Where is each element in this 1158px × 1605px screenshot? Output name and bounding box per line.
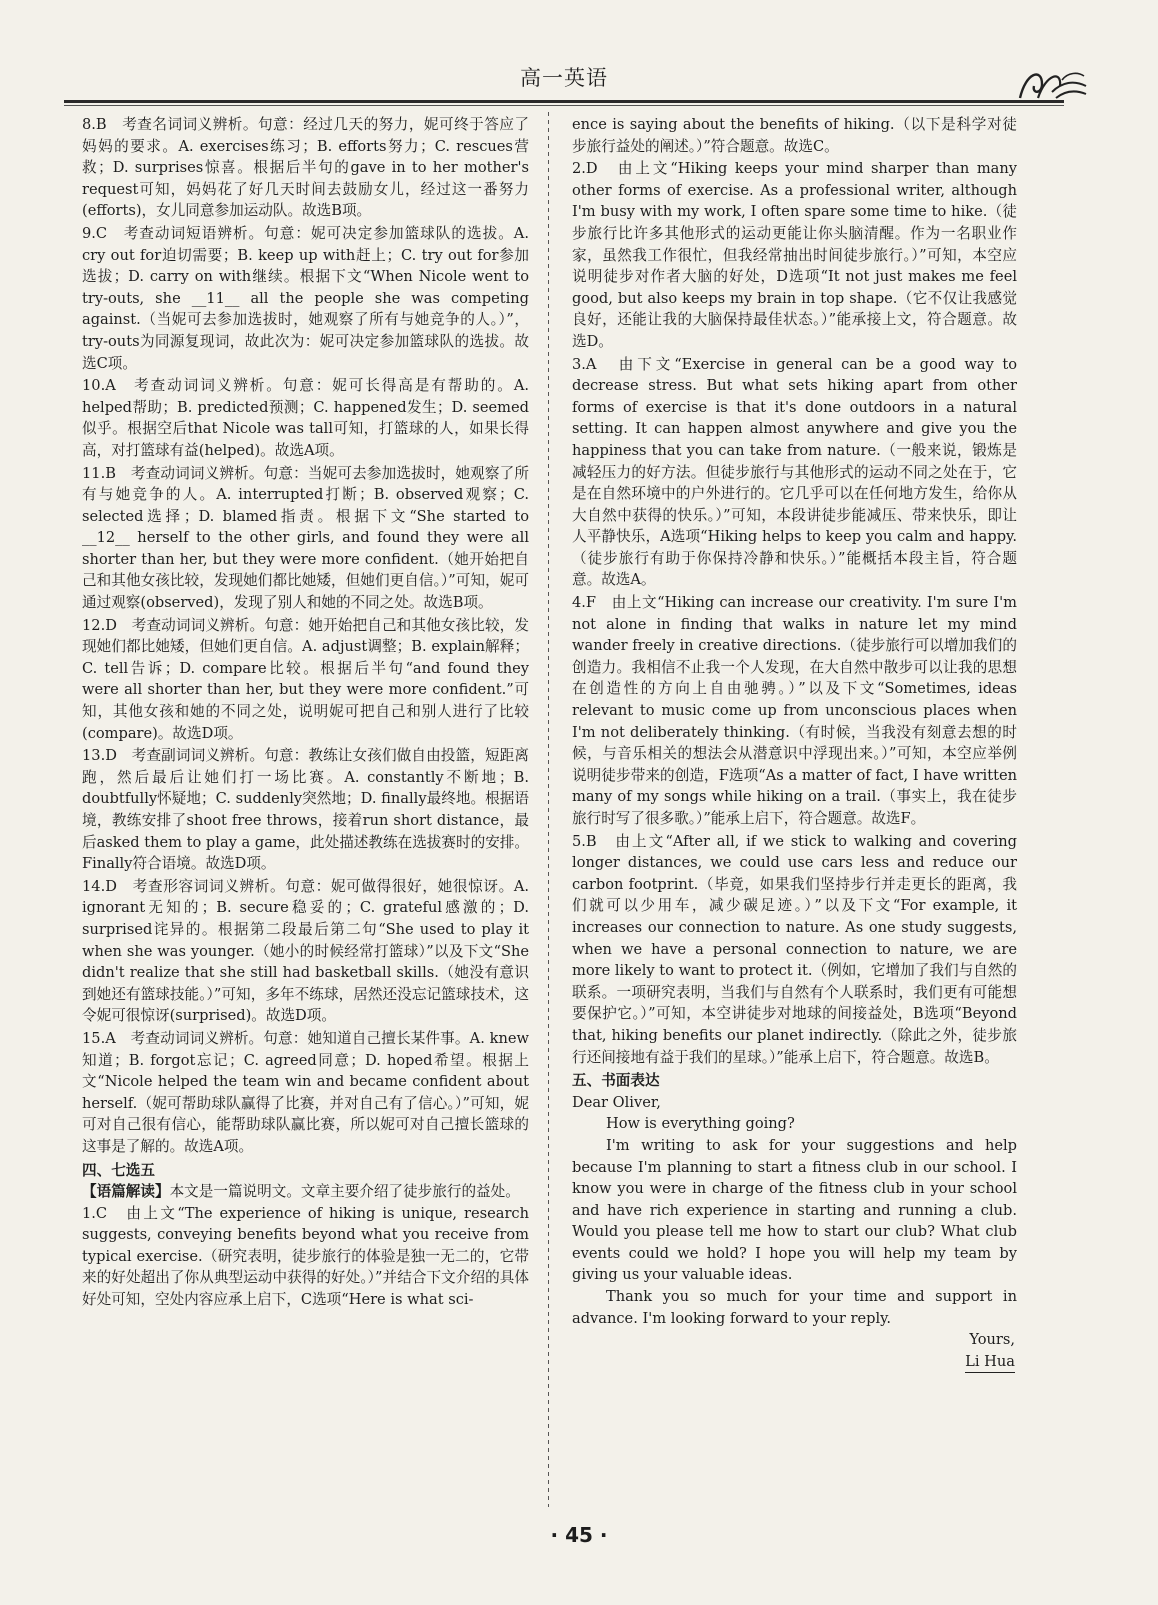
header-rule <box>64 100 1064 103</box>
answer-item-8: 8.B 考查名词词义辨析。句意：经过几天的努力，妮可终于答应了妈妈的要求。A. exercises练习；B. efforts努力；C. rescues营救；D. surprises惊喜。根据后半句的gave in to her mother's request可知，妈妈花了好几天时间去鼓励女儿，经过这一番努力(efforts)，女儿同意参加运动队。故选B项。 <box>82 116 529 220</box>
letter-paragraph-1: How is everything going? <box>606 1115 795 1133</box>
page-header <box>64 58 1064 108</box>
analysis-text: 本文是一篇说明文。文章主要介绍了徒步旅行的益处。 <box>169 1183 520 1201</box>
letter-paragraph-2: I'm writing to ask for your suggestions and help because I'm planning to start a fitness club in our school. I know you were in charge of the fitness club in your school and have rich experience in starting and running a club. Would you please tell me how to start our club? What club events could we hold? I hope you will help my team by giving us your valuable ideas. <box>572 1136 1017 1284</box>
letter-closing: Yours, <box>969 1331 1015 1349</box>
answer-item-13: 13.D 考查副词词义辨析。句意：教练让女孩们做自由投篮，短距离跑，然后最后让她们打一场比赛。A. constantly不断地；B. doubtfully怀疑地；C. suddenly突然地；D. finally最终地。根据语境，教练安排了shoot free throws，接着run short distance，最后asked them to play a game，此处描述教练在选拔赛时的安排。Finally符合语境。故选D项。 <box>82 747 529 873</box>
answer-item-q4: 4.F 由上文“Hiking can increase our creativity. I'm sure I'm not alone in finding that walks in nature let my mind wander freely in creative directions.（徒步旅行可以增加我们的创造力。我相信不止我一个人发现，在大自然中散步可以让我的思想在创造性的方向上自由驰骋。）”以及下文“Sometimes, ideas relevant to music come up from unconscious places when I'm not deliberately thinking.（有时候，当我没有刻意去想的时候，与音乐相关的想法会从潜意识中浮现出来。）”可知，本空应举例说明徒步带来的创造，F选项“As a matter of fact, I have written many of my songs while hiking on a trail.（事实上，我在徒步旅行时写了很多歌。）”能承上启下，符合题意。故选F。 <box>572 594 1017 827</box>
answer-item-11: 11.B 考查动词词义辨析。句意：当妮可去参加选拔时，她观察了所有与她竞争的人。A. interrupted打断；B. observed观察；C. selected选择；D. blamed指责。根据下文“She started to __12__ herself to the other girls, and found they were all shorter than her, but they were more confident.（她开始把自己和其他女孩比较，发现她们都比她矮，但她们更自信。）”可知，妮可通过观察(observed)，发现了别人和她的不同之处。故选B项。 <box>82 464 529 612</box>
model-letter <box>572 1092 1017 1374</box>
swirl-ornament-icon <box>1012 64 1088 104</box>
left-column <box>82 114 529 1312</box>
letter-greeting: Dear Oliver, <box>572 1093 661 1111</box>
answer-item-q1-cont: ence is saying about the benefits of hiking.（以下是科学对徒步旅行益处的阐述。）”符合题意。故选C。 <box>572 116 1017 155</box>
answer-item-12: 12.D 考查动词词义辨析。句意：她开始把自己和其他女孩比较，发现她们都比她矮，但她们更自信。A. adjust调整；B. explain解释；C. tell告诉；D. compare比较。根据后半句“and found they were all shorter than her, but they were more confident.”可知，其他女孩和她的不同之处，说明妮可把自己和别人进行了比较(compare)。故选D项。 <box>82 616 529 742</box>
letter-signature: Li Hua <box>965 1351 1015 1374</box>
section-title-seven-choose-five: 四、七选五 <box>82 1161 155 1179</box>
column-divider <box>548 112 549 1507</box>
answer-item-9: 9.C 考查动词短语辨析。句意：妮可决定参加篮球队的选拔。A. cry out for迫切需要；B. keep up with赶上；C. try out for参加选拔；D. carry on with继续。根据下文“When Nicole went to try-outs, she __11__ all the people she was competing against.（当妮可去参加选拔时，她观察了所有与她竞争的人。）”，try-outs为同源复现词，故此次为：妮可决定参加篮球队的选拔。故选C项。 <box>82 224 529 372</box>
page-number: · 45 · <box>550 1523 608 1547</box>
answer-item-14: 14.D 考查形容词词义辨析。句意：妮可做得很好，她很惊讶。A. ignorant无知的；B. secure稳妥的；C. grateful感激的；D. surprised诧异的。根据第二段最后第二句“She used to play it when she was younger.（她小的时候经常打篮球）”以及下文“She didn't realize that she still had basketball skills.（她没有意识到她还有篮球技能。）”可知，多年不练球，居然还没忘记篮球技术，这令妮可很惊讶(surprised)。故选D项。 <box>82 877 529 1025</box>
letter-paragraph-3: Thank you so much for your time and support in advance. I'm looking forward to your reply. <box>572 1288 1017 1327</box>
right-column <box>572 114 1017 1373</box>
answer-item-q3: 3.A 由下文“Exercise in general can be a good way to decrease stress. But what sets hiking apart from other forms of exercise is that it's done outdoors in a natural setting. It can happen almost anywhere and give you the happiness that you can take from nature.（一般来说，锻炼是减轻压力的好方法。但徒步旅行与其他形式的运动不同之处在于，它是在自然环境中的户外进行的。它几乎可以在任何地方发生，给你从大自然中获得的快乐。）”可知，本段讲徒步能减压、带来快乐，即让人平静快乐，A选项“Hiking helps to keep you calm and happy.（徒步旅行有助于你保持冷静和快乐。）”能概括本段主旨，符合题意。故选A。 <box>572 355 1017 589</box>
header-title: 高一英语 <box>520 66 608 90</box>
passage-analysis <box>82 1181 529 1203</box>
section-title-writing: 五、书面表达 <box>572 1072 660 1090</box>
answer-item-q5: 5.B 由上文“After all, if we stick to walking and covering longer distances, we could use cars less and reduce our carbon footprint.（毕竟，如果我们坚持步行并走更长的距离，我们就可以少用车，减少碳足迹。）”以及下文“For example, it increases our connection to nature. As one study suggests, when we have a personal connection to nature, we are more likely to want to protect it.（例如，它增加了我们与自然的联系。一项研究表明，当我们与自然有个人联系时，我们更有可能想要保护它。）”可知，本空讲徒步对地球的间接益处，B选项“Beyond that, hiking benefits our planet indirectly.（除此之外，徒步旅行还间接地有益于我们的星球。）”能承上启下，符合题意。故选B。 <box>572 832 1017 1066</box>
answer-item-10: 10.A 考查动词词义辨析。句意：妮可长得高是有帮助的。A. helped帮助；B. predicted预测；C. happened发生；D. seemed似乎。根据空后that Nicole was tall可知，打篮球的人，如果长得高，对打篮球有益(helped)。故选A项。 <box>82 377 529 459</box>
answer-item-q2: 2.D 由上文“Hiking keeps your mind sharper than many other forms of exercise. As a professional writer, although I'm busy with my work, I often spare some time to hike.（徒步旅行比许多其他形式的运动更能让你头脑清醒。作为一名职业作家，虽然我工作很忙，但我经常抽出时间徒步旅行。）”可知，本空应说明徒步对作者大脑的好处，D选项“It not just makes me feel good, but also keeps my brain in top shape.（它不仅让我感觉良好，还能让我的大脑保持最佳状态。）”能承接上文，符合题意。故选D。 <box>572 160 1017 350</box>
header-rule-thin <box>64 105 1064 106</box>
analysis-label: 【语篇解读】 <box>82 1183 170 1201</box>
answer-item-q1: 1.C 由上文“The experience of hiking is unique, research suggests, conveying benefits beyond what you receive from typical exercise.（研究表明，徒步旅行的体验是独一无二的，它带来的好处超出了你从典型运动中获得的好处。）”并结合下文介绍的具体好处可知，空处内容应承上启下，C选项“Here is what sci- <box>82 1204 529 1309</box>
answer-item-15: 15.A 考查动词词义辨析。句意：她知道自己擅长某件事。A. knew知道；B. forgot忘记；C. agreed同意；D. hoped希望。根据上文“Nicole helped the team win and became confident about herself.（妮可帮助球队赢得了比赛，并对自己有了信心。）”可知，妮可对自己很有信心，能帮助球队赢比赛，所以妮可对自己擅长篮球的这事是了解的。故选A项。 <box>82 1029 529 1155</box>
